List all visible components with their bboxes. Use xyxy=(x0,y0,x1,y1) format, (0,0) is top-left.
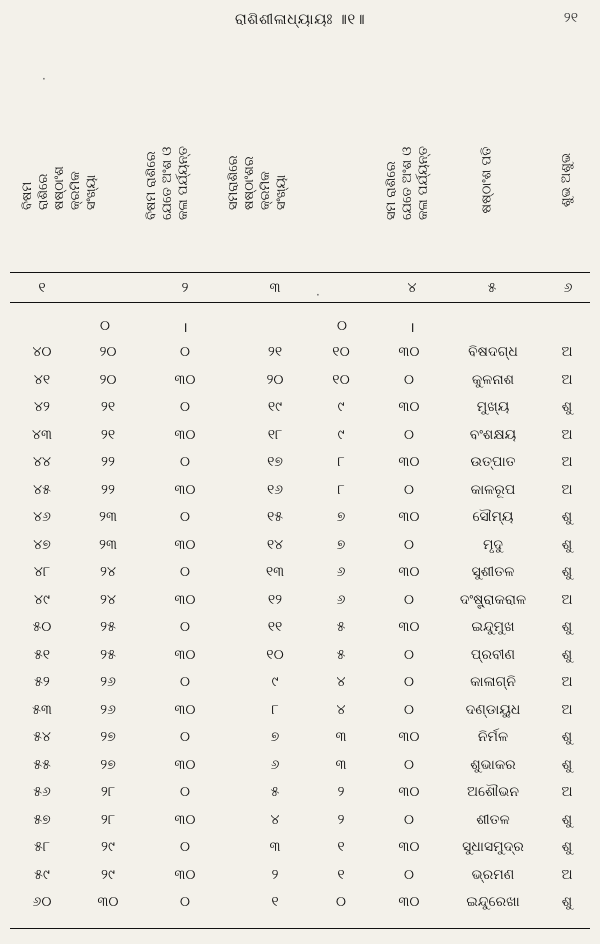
table-row xyxy=(0,619,600,647)
cell-odd-minute: ୩୦ xyxy=(174,536,196,553)
cell-odd-minute: ୩୦ xyxy=(174,701,196,718)
table-body xyxy=(0,344,600,922)
cell-even-minute: ୦ xyxy=(403,646,415,663)
cell-even-minute: ୦ xyxy=(403,481,415,498)
cell-even-degree: ୭ xyxy=(336,536,346,553)
cell-even-degree: ୬ xyxy=(336,591,346,608)
table-row xyxy=(0,647,600,675)
cell-odd-degree: ୨୯ xyxy=(101,839,115,855)
cell-serial-odd: ୫୦ xyxy=(32,619,52,635)
cell-even-minute: ୦ xyxy=(403,756,415,773)
cell-serial-odd: ୫୯ xyxy=(34,866,50,883)
cell-even-degree: ୮ xyxy=(337,481,345,498)
page-number: ୨୧ xyxy=(563,10,578,26)
cell-lord-name: ନିର୍ମଳ xyxy=(477,729,509,745)
cell-serial-even: ୫ xyxy=(270,784,280,800)
cell-odd-minute: ୦ xyxy=(179,509,191,525)
cell-serial-even: ୨ xyxy=(271,866,279,883)
table-row xyxy=(0,564,600,592)
cell-serial-even: ୧୨ xyxy=(267,591,283,608)
cell-odd-degree: ୨୨ xyxy=(101,481,115,498)
table-row xyxy=(0,702,600,730)
table-row xyxy=(0,482,600,510)
cell-odd-minute: ୦ xyxy=(179,894,191,910)
cell-even-minute: ୦ xyxy=(403,536,415,553)
cell-even-minute: ୦ xyxy=(403,591,415,608)
cell-lord-name: ପ୍ରବୀଣ xyxy=(470,646,516,663)
cell-lord-name: ମୃଦୁ xyxy=(482,536,504,553)
cell-odd-minute: ୦ xyxy=(179,564,191,580)
cell-even-degree: ୨ xyxy=(337,811,345,828)
cell-odd-degree: ୨୪ xyxy=(100,564,116,580)
cell-auspicious-mark: ଅ xyxy=(561,426,573,443)
cell-serial-odd: ୪୭ xyxy=(33,536,51,553)
cell-serial-odd: ୫୨ xyxy=(34,674,50,690)
cell-even-minute: ୩୦ xyxy=(398,894,420,910)
cell-odd-minute: ୦ xyxy=(179,619,191,635)
cell-lord-name: ଶୁଭାକର xyxy=(470,756,516,773)
cell-auspicious-mark: ଅ xyxy=(561,701,573,718)
cell-odd-minute: ୦ xyxy=(179,674,191,690)
cell-even-minute: ୩୦ xyxy=(398,509,420,525)
cell-even-degree: ୩ xyxy=(335,729,347,745)
cell-serial-even: ୭ xyxy=(270,729,280,745)
cell-auspicious-mark: ଶୁ xyxy=(561,564,573,580)
header-rule-bottom xyxy=(10,302,590,303)
cell-auspicious-mark: ଅ xyxy=(561,371,573,388)
colnum-2: ୨ xyxy=(181,280,189,296)
cell-serial-odd: ୫୧ xyxy=(33,646,51,663)
cell-lord-name: କୁଳନାଶ xyxy=(471,371,515,388)
unit-subheader xyxy=(0,318,600,336)
cell-odd-degree: ୨୩ xyxy=(99,509,117,525)
cell-serial-odd: ୪୪ xyxy=(33,454,51,470)
cell-serial-even: ୨୦ xyxy=(266,371,284,388)
colnum-1: ୧ xyxy=(38,280,46,296)
cell-auspicious-mark: ଶୁ xyxy=(561,399,573,415)
cell-serial-even: ୧୭ xyxy=(267,454,283,470)
cell-auspicious-mark: ଶୁ xyxy=(561,894,573,910)
table-row xyxy=(0,757,600,785)
cell-even-minute: ୦ xyxy=(403,426,415,443)
cell-odd-minute: ୩୦ xyxy=(174,426,196,443)
cell-odd-minute: ୦ xyxy=(179,344,191,360)
cell-lord-name: ବଂଶକ୍ଷୟ xyxy=(469,426,517,443)
cell-serial-even: ୯ xyxy=(271,674,279,690)
cell-serial-odd: ୪୯ xyxy=(34,591,50,608)
ink-speck: · xyxy=(42,72,46,86)
cell-even-minute: ୦ xyxy=(403,866,415,883)
cell-even-degree: ୬ xyxy=(336,564,346,580)
cell-even-degree: ୯ xyxy=(337,399,345,415)
cell-even-degree: ୧ xyxy=(337,839,345,855)
cell-even-minute: ୦ xyxy=(403,371,415,388)
cell-even-minute: ୦ xyxy=(403,701,415,718)
header-col-3: ସମରାଶିରେ ଷଷ୍ଠାଂଶର କ୍ରମିକ ସଂଖ୍ୟା xyxy=(226,155,289,210)
cell-serial-even: ୧୯ xyxy=(267,399,283,415)
cell-odd-minute: ୩୦ xyxy=(174,591,196,608)
cell-serial-even: ୧୬ xyxy=(266,481,284,498)
cell-auspicious-mark: ଅ xyxy=(561,481,573,498)
cell-even-degree: ୮ xyxy=(337,454,345,470)
cell-odd-degree: ୨୩ xyxy=(99,536,117,553)
cell-odd-degree: ୨୮ xyxy=(100,811,116,828)
table-row xyxy=(0,399,600,427)
column-numbers xyxy=(0,280,600,300)
header-col-6: ଶୁଭ ଅଶୁଭ xyxy=(559,152,575,208)
cell-lord-name: ଦଣ୍ଡାୟୁଧ xyxy=(465,701,521,718)
table-row xyxy=(0,784,600,812)
cell-serial-even: ୧୧ xyxy=(267,619,283,635)
header-col-5: ଷଷ୍ଠାଂଶ ପତି xyxy=(479,146,494,214)
cell-even-degree: ୭ xyxy=(336,509,346,525)
cell-serial-odd: ୫୬ xyxy=(33,784,51,800)
cell-even-degree: ୧ xyxy=(337,866,345,883)
cell-even-minute: ୩୦ xyxy=(398,399,420,415)
cell-odd-degree: ୨୭ xyxy=(100,729,116,745)
table-row xyxy=(0,344,600,372)
cell-odd-degree: ୨୫ xyxy=(100,646,116,663)
running-head: ରାଶିଶୀଳାଧ୍ୟାୟଃ ॥୧॥ xyxy=(234,10,366,28)
cell-odd-minute: ୩୦ xyxy=(174,866,196,883)
cell-even-degree: ୫ xyxy=(336,646,346,663)
table-row xyxy=(0,674,600,702)
cell-odd-degree: ୨୯ xyxy=(101,866,115,883)
cell-even-degree: ୫ xyxy=(336,619,346,635)
cell-odd-minute: ୩୦ xyxy=(174,811,196,828)
cell-serial-odd: ୫୫ xyxy=(33,756,51,773)
cell-serial-odd: ୪୮ xyxy=(33,564,51,580)
table-row xyxy=(0,372,600,400)
cell-serial-even: ୧୦ xyxy=(266,646,284,663)
cell-serial-even: ୧୫ xyxy=(266,509,284,525)
header-col-4: ସମ ରାଶିରେ ଯେତେ ଅଂଶ ଓ କଳା ପର୍ଯ୍ୟନ୍ତ xyxy=(384,146,431,220)
cell-even-minute: ୦ xyxy=(403,674,415,690)
cell-odd-degree: ୨୬ xyxy=(100,701,116,718)
cell-lord-name: କାଳରୂପ xyxy=(470,481,516,498)
cell-odd-minute: ୦ xyxy=(179,839,191,855)
cell-odd-degree: ୨୫ xyxy=(100,619,116,635)
cell-odd-degree: ୨୦ xyxy=(99,344,117,360)
table-row xyxy=(0,592,600,620)
cell-serial-even: ୨୧ xyxy=(267,344,283,360)
cell-serial-even: ୧୮ xyxy=(267,426,283,443)
cell-odd-minute: ୩୦ xyxy=(174,756,196,773)
cell-serial-odd: ୪୦ xyxy=(32,344,52,360)
cell-auspicious-mark: ଶୁ xyxy=(561,509,573,525)
cell-lord-name: ଦଂଷ୍ଟ୍ରାକରାଳ xyxy=(459,591,527,608)
unit-minute-2: । xyxy=(409,320,415,336)
cell-odd-degree: ୨୧ xyxy=(100,426,116,443)
cell-even-minute: ୩୦ xyxy=(398,344,420,360)
cell-serial-even: ୮ xyxy=(271,701,279,718)
cell-serial-odd: ୬୦ xyxy=(32,894,52,910)
cell-even-degree: ୩ xyxy=(335,756,347,773)
cell-odd-minute: ୩୦ xyxy=(174,481,196,498)
cell-even-degree: ୧୦ xyxy=(332,371,350,388)
cell-lord-name: ଭ୍ରମଣ xyxy=(471,866,515,883)
unit-minute-1: । xyxy=(182,320,188,336)
cell-even-minute: ୩୦ xyxy=(398,839,420,855)
cell-auspicious-mark: ଅ xyxy=(561,866,573,883)
colnum-5: ୫ xyxy=(487,280,497,296)
cell-auspicious-mark: ଅ xyxy=(561,784,573,800)
cell-even-degree: ୨ xyxy=(337,784,345,800)
cell-lord-name: ଇନ୍ଦୁରେଖା xyxy=(466,894,520,910)
cell-odd-minute: ୩୦ xyxy=(174,646,196,663)
cell-auspicious-mark: ଶୁ xyxy=(561,839,573,855)
cell-even-minute: ୩୦ xyxy=(398,619,420,635)
cell-odd-minute: ୦ xyxy=(179,784,191,800)
colnum-4: ୪ xyxy=(407,280,417,296)
table-bottom-rule xyxy=(10,928,590,929)
cell-auspicious-mark: ଅ xyxy=(561,454,573,470)
cell-odd-degree: ୨୦ xyxy=(99,371,117,388)
cell-serial-even: ୩ xyxy=(269,839,281,855)
cell-serial-odd: ୫୩ xyxy=(32,701,52,718)
cell-lord-name: ସୁଧାସମୁଦ୍ର xyxy=(462,839,524,855)
header-rule-top xyxy=(10,272,590,273)
colnum-3: ୩ xyxy=(269,280,281,296)
cell-serial-odd: ୪୩ xyxy=(32,426,52,443)
ink-speck: · xyxy=(316,288,320,302)
cell-serial-even: ୧୩ xyxy=(265,564,285,580)
cell-auspicious-mark: ଶୁ xyxy=(561,619,573,635)
cell-even-minute: ୩୦ xyxy=(398,784,420,800)
cell-serial-odd: ୫୪ xyxy=(33,729,51,745)
header-col-2: ବିଷମ ରାଶିରେ ଯେତେ ଅଂଶ ଓ କଳା ପର୍ଯ୍ୟନ୍ତ xyxy=(144,146,191,220)
cell-even-degree: ୦ xyxy=(335,894,347,910)
table-row xyxy=(0,867,600,895)
cell-even-degree: ୧୦ xyxy=(332,344,350,360)
cell-lord-name: ଇନ୍ଦୁମୁଖ xyxy=(471,619,515,635)
cell-odd-minute: ୦ xyxy=(179,729,191,745)
cell-odd-minute: ୦ xyxy=(179,454,191,470)
cell-auspicious-mark: ଅ xyxy=(561,591,573,608)
cell-even-degree: ୪ xyxy=(336,701,346,718)
cell-auspicious-mark: ଶୁ xyxy=(561,811,573,828)
header-col-1: ବିଷମ ରାଶିରେ ଷଷ୍ଠାଂଶ କ୍ରମିକ ସଂଖ୍ୟା xyxy=(20,166,99,210)
cell-auspicious-mark: ଶୁ xyxy=(561,756,573,773)
cell-lord-name: ସୁଶୀତଳ xyxy=(471,564,515,580)
cell-serial-odd: ୪୬ xyxy=(33,509,51,525)
table-row xyxy=(0,839,600,867)
cell-auspicious-mark: ଶୁ xyxy=(561,729,573,745)
cell-even-minute: ୩୦ xyxy=(398,454,420,470)
cell-even-minute: ୦ xyxy=(403,811,415,828)
cell-odd-minute: ୩୦ xyxy=(174,371,196,388)
table-row xyxy=(0,729,600,757)
cell-serial-even: ୪ xyxy=(270,811,280,828)
table-row xyxy=(0,427,600,455)
cell-serial-odd: ୫୮ xyxy=(33,839,51,855)
cell-serial-even: ୧୪ xyxy=(266,536,284,553)
table-row xyxy=(0,454,600,482)
table-row xyxy=(0,894,600,922)
cell-auspicious-mark: ଶୁ xyxy=(561,646,573,663)
cell-odd-degree: ୨୬ xyxy=(100,674,116,690)
cell-serial-odd: ୪୫ xyxy=(33,481,51,498)
cell-even-minute: ୩୦ xyxy=(398,729,420,745)
cell-serial-odd: ୫୭ xyxy=(33,811,51,828)
cell-auspicious-mark: ଶୁ xyxy=(561,536,573,553)
cell-even-minute: ୩୦ xyxy=(398,564,420,580)
table-row xyxy=(0,537,600,565)
unit-degree-1: ୦ xyxy=(99,318,111,334)
cell-even-degree: ୪ xyxy=(336,674,346,690)
cell-auspicious-mark: ଅ xyxy=(561,344,573,360)
cell-lord-name: ମୁଖ୍ୟ xyxy=(476,399,510,415)
cell-lord-name: ଶୀତଳ xyxy=(476,811,510,828)
colnum-6: ୬ xyxy=(563,280,573,296)
cell-serial-odd: ୪୨ xyxy=(34,399,50,415)
cell-lord-name: ଉତ୍ପାତ xyxy=(470,454,516,470)
cell-odd-degree: ୨୧ xyxy=(100,399,116,415)
cell-lord-name: ସୌମ୍ୟ xyxy=(472,509,514,525)
cell-even-degree: ୯ xyxy=(337,426,345,443)
table-row xyxy=(0,509,600,537)
cell-serial-even: ୬ xyxy=(270,756,280,773)
cell-odd-minute: ୦ xyxy=(179,399,191,415)
cell-lord-name: କାଳାଗ୍ନି xyxy=(470,674,516,690)
cell-lord-name: ବିଷଦଗ୍ଧ xyxy=(468,344,518,360)
cell-odd-degree: ୨୪ xyxy=(100,591,116,608)
cell-lord-name: ଅଶୌଭନ xyxy=(467,784,519,800)
table-header xyxy=(0,90,600,265)
cell-odd-degree: ୨୨ xyxy=(101,454,115,470)
cell-odd-degree: ୨୮ xyxy=(100,784,116,800)
cell-serial-odd: ୪୧ xyxy=(33,371,51,388)
cell-odd-degree: ୩୦ xyxy=(97,894,119,910)
cell-serial-even: ୧ xyxy=(271,894,279,910)
cell-odd-degree: ୨୭ xyxy=(100,756,116,773)
unit-degree-2: ୦ xyxy=(336,318,348,334)
cell-auspicious-mark: ଅ xyxy=(561,674,573,690)
table-row xyxy=(0,812,600,840)
